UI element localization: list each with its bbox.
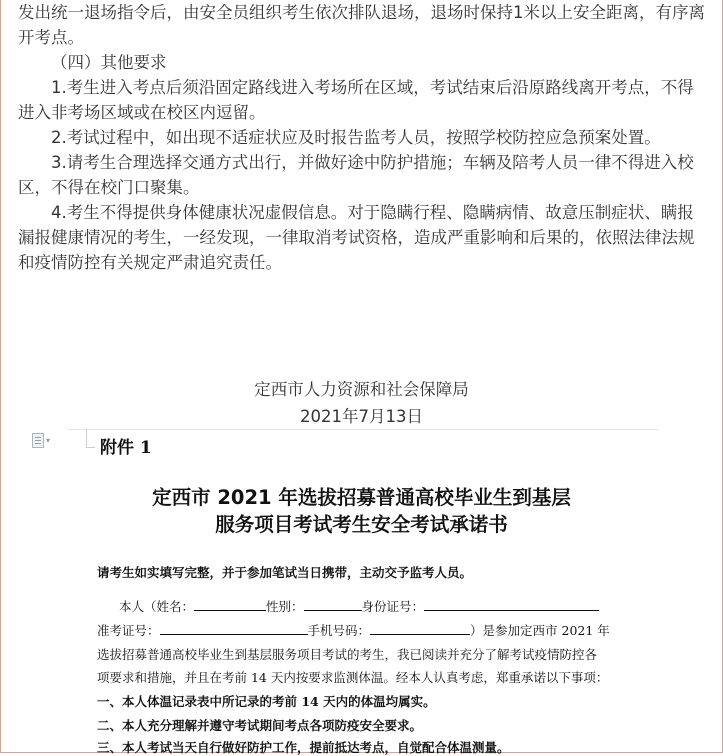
- phone-label: 手机号码：: [307, 623, 371, 638]
- document-icon: [32, 433, 44, 448]
- form-line-identity: [119, 597, 664, 615]
- requirement-item-4: 4.考生不得提供身体健康状况虚假信息。对于隐瞒行程、隐瞒病情、故意压制症状、瞒报漏报健康情况的考生，一经发现，一律取消考试资格，造成严重影响和后果的，依照法律法规和疫情防控有关规定严肃追究责任。: [18, 203, 695, 272]
- ticket-label: 准考证号：: [97, 623, 160, 638]
- requirement-item-2: 2.考试过程中，如出现不适症状应及时报告监考人员，按照学校防控应急预案处置。: [51, 128, 661, 147]
- chevron-down-icon: ▾: [46, 435, 51, 445]
- pledge-title-line-1: 定西市 2021 年选拔招募普通高校毕业生到基层: [152, 486, 571, 509]
- section-heading: （四）其他要求: [51, 53, 167, 72]
- form-line-ticket: [97, 621, 642, 639]
- attachment-label: 附件 1: [100, 438, 152, 458]
- pledge-item-1: 一、本人体温记录表中所记录的考前 14 天内的体温均属实。: [97, 694, 436, 709]
- id-label: 身份证号：: [361, 599, 425, 614]
- pledge-lead: ）是参加定西市 2021 年: [470, 623, 610, 638]
- pledge-item-2: 二、本人充分理解并遵守考试期间考点各项防疫安全要求。: [97, 718, 423, 733]
- document-menu-icon[interactable]: [32, 433, 60, 447]
- page-corner-mark: [86, 429, 95, 448]
- article-paragraph: 发出统一退场指令后，由安全员组织考生依次排队退场，退场时保持1米以上安全距离，有序离开考点。: [18, 3, 705, 47]
- gender-label: 性别：: [266, 599, 304, 614]
- requirement-item-3: 3.请考生合理选择交通方式出行，并做好途中防护措施；车辆及陪考人员一律不得进入校区，不得在校门口聚集。: [18, 153, 694, 197]
- pledge-title-line-2: 服务项目考试考生安全考试承诺书: [215, 513, 508, 536]
- pledge-item-3: 三、本人考试当天自行做好防护工作，提前抵达考点，自觉配合体温测量。: [97, 740, 510, 755]
- article-body: [18, 0, 708, 275]
- name-blank: [194, 598, 266, 611]
- signature-organization: 定西市人力资源和社会保障局: [254, 380, 469, 399]
- pledge-text-line-2: 选拔招募普通高校毕业生到基层服务项目考试的考生，我已阅读并充分了解考试疫情防控各: [97, 647, 598, 662]
- ticket-blank: [160, 622, 308, 635]
- id-blank: [424, 598, 599, 611]
- gender-blank: [304, 598, 362, 611]
- page-divider: [68, 429, 658, 430]
- phone-blank: [370, 622, 470, 635]
- signature-date: 2021年7月13日: [300, 407, 423, 426]
- fill-in-notice: 请考生如实填写完整，并于参加笔试当日携带，主动交予监考人员。: [97, 565, 473, 580]
- pledge-text-line-3: 项要求和措施，并且在考前 14 天内按要求监测体温。经本人认真考虑，郑重承诺以下事项：: [97, 670, 609, 685]
- name-label: 本人（姓名：: [119, 599, 195, 614]
- requirement-item-1: 1.考生进入考点后须沿固定路线进入考场所在区域，考试结束后沿原路线离开考点，不得进入非考场区域或在校区内逗留。: [18, 78, 694, 122]
